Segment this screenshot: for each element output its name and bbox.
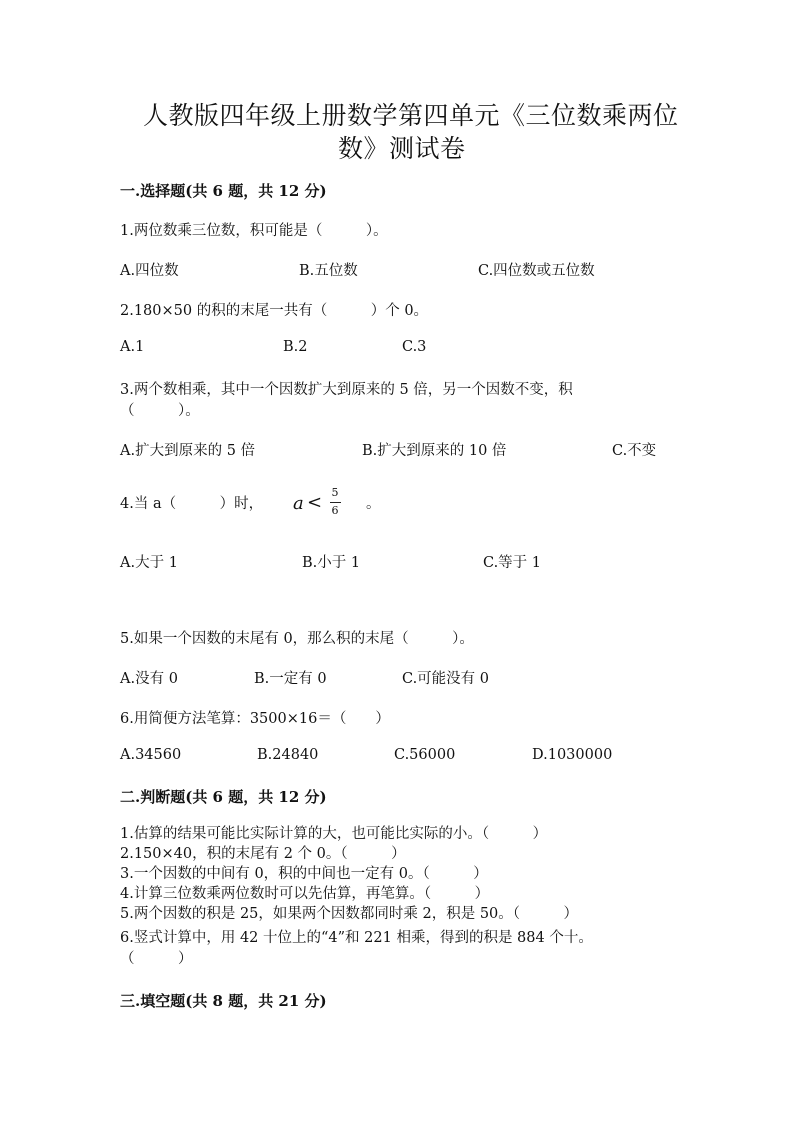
judge-line-5: 5.两个因数的积是 25，如果两个因数都同时乘 2，积是 50。（ ）	[120, 906, 579, 922]
q4-text: 4.当 a（ ）时，	[120, 496, 264, 512]
q5-text: 5.如果一个因数的末尾有 0，那么积的末尾（ ）。	[120, 631, 474, 647]
q4-frac-denominator: 6	[331, 504, 339, 517]
judge-line-1: 1.估算的结果可能比实际计算的大，也可能比实际的小。（ ）	[120, 826, 548, 842]
q2-option-a: A.1	[120, 339, 145, 355]
q3-text-line2: （ ）。	[120, 403, 200, 419]
q1-option-a: A.四位数	[120, 263, 179, 279]
q3-option-b: B.扩大到原来的 10 倍	[362, 443, 507, 459]
q4-option-b: B.小于 1	[302, 555, 361, 571]
q3-option-c: C.不变	[612, 443, 657, 459]
q6-text: 6.用简便方法笔算：3500×16＝（ ）	[120, 711, 390, 727]
q4-option-a: A.大于 1	[120, 555, 178, 571]
q6-option-d: D.1030000	[532, 747, 613, 763]
judge-line-2: 2.150×40，积的末尾有 2 个 0。（ ）	[120, 846, 406, 862]
q4-frac-numerator: 5	[331, 486, 339, 499]
page-title-line2: 数》测试卷	[338, 134, 466, 163]
q3-option-a: A.扩大到原来的 5 倍	[120, 443, 256, 459]
q5-option-a: A.没有 0	[120, 671, 178, 687]
q5-option-c: C.可能没有 0	[402, 671, 490, 687]
judge-line-6-cont: （ ）	[120, 951, 193, 967]
q4-math-var: a	[293, 493, 304, 514]
page-title-line1: 人教版四年级上册数学第四单元《三位数乘两位	[143, 101, 679, 130]
q6-option-c: C.56000	[394, 747, 456, 763]
q4-frac-bar	[330, 502, 341, 503]
q3-text-line1: 3.两个数相乘，其中一个因数扩大到原来的 5 倍，另一个因数不变，积	[120, 382, 573, 398]
q2-option-c: C.3	[402, 339, 427, 355]
section1-heading: 一.选择题(共 6 题，共 12 分)	[120, 182, 327, 200]
judge-line-3: 3.一个因数的中间有 0，积的中间也一定有 0。（ ）	[120, 866, 488, 882]
q1-option-c: C.四位数或五位数	[478, 263, 595, 279]
q1-text: 1.两位数乘三位数，积可能是（ ）。	[120, 223, 388, 239]
section3-heading: 三.填空题(共 8 题，共 21 分)	[120, 992, 327, 1010]
q4-option-c: C.等于 1	[483, 555, 542, 571]
q4-text-end: 。	[366, 496, 381, 512]
q4-math-inequality	[293, 486, 353, 522]
q6-option-b: B.24840	[257, 747, 319, 763]
judge-line-4: 4.计算三位数乘两位数时可以先估算，再笔算。（ ）	[120, 886, 490, 902]
q6-option-a: A.34560	[120, 747, 182, 763]
section2-heading: 二.判断题(共 6 题，共 12 分)	[120, 788, 327, 806]
q1-option-b: B.五位数	[299, 263, 358, 279]
judge-line-6: 6.竖式计算中，用 42 十位上的“4”和 221 相乘，得到的积是 884 个十。	[120, 930, 593, 946]
q2-text: 2.180×50 的积的末尾一共有（ ）个 0。	[120, 303, 429, 319]
q4-math-op: <	[307, 492, 323, 513]
q2-option-b: B.2	[283, 339, 308, 355]
q5-option-b: B.一定有 0	[254, 671, 327, 687]
